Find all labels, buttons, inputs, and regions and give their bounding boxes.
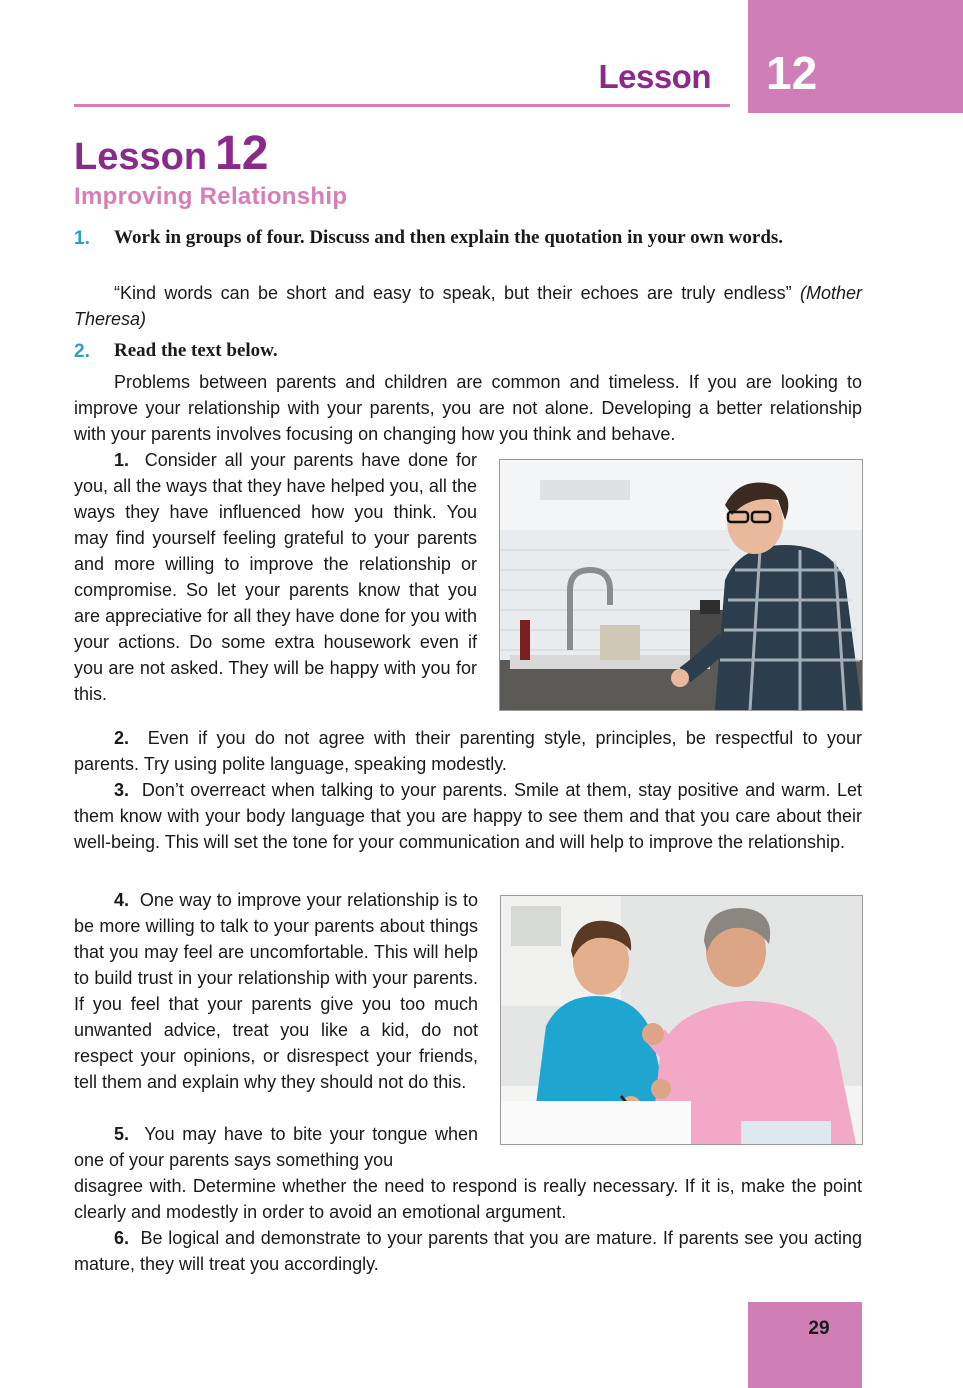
question-1-text: Work in groups of four. Discuss and then explain the quotation in your own words. xyxy=(114,227,784,248)
list-item xyxy=(74,725,862,777)
list-item-text: You may have to bite your tongue when one of your parents says something you xyxy=(74,1124,478,1170)
header-rule xyxy=(74,104,730,107)
intro-paragraph: Problems between parents and children are common and timeless. If you are looking to improve your relationship with your parents, you are not alone. Developing a better relationship with your parents involves focusing on changing how you think and behave. xyxy=(74,372,862,444)
quotation xyxy=(74,280,862,332)
question-1-number: 1. xyxy=(74,228,90,249)
list-item-text: Be logical and demonstrate to your parents that you are mature. If parents see you acting mature, they will treat you accordingly. xyxy=(74,1228,862,1274)
title-word: Lesson xyxy=(74,136,208,178)
header-lesson-number: 12 xyxy=(766,47,818,99)
list-item-number: 3. xyxy=(114,780,130,800)
list-item-number: 4. xyxy=(114,890,130,910)
photo-father-and-son-talking xyxy=(500,895,863,1145)
page-title xyxy=(74,126,268,181)
list-item-text: Even if you do not agree with their parenting style, principles, be respectful to your parents. Try using polite language, speaking modestly. xyxy=(74,728,862,774)
page-number: 29 xyxy=(808,1318,830,1339)
list-item-continuation: disagree with. Determine whether the need to respond is really necessary. If it is, make the point clearly and modestly in order to avoid an emotional argument. xyxy=(74,1176,862,1222)
list-item xyxy=(74,777,862,855)
list-item-number: 6. xyxy=(114,1228,130,1248)
page-subtitle: Improving Relationship xyxy=(74,183,348,210)
list-item-text: Consider all your parents have done for you, all the ways that they have helped you, all the ways they have influenced how you think. You may find yourself feeling grateful to your parents and more willing to improve the relationship or compromise. So let your parents know that you are appreciative for all they have done for you with your actions. Do some extra housework even if you are not asked. They will be happy with you for this. xyxy=(74,450,477,704)
page-number-box xyxy=(748,1302,862,1388)
list-item-text: Don’t overreact when talking to your parents. Smile at them, stay positive and warm. Let them know with your body language that you are happy to see them and that you care about their well-being. This will set the tone for your communication and will help to improve the relationship. xyxy=(74,780,862,852)
question-2-text: Read the text below. xyxy=(114,340,278,361)
photo-boy-washing-dishes xyxy=(499,459,863,711)
list-item-number: 5. xyxy=(114,1124,130,1144)
list-item-number: 1. xyxy=(114,450,130,470)
list-item-text: One way to improve your relationship is to be more willing to talk to your parents about things that you may feel are uncomfortable. This will help to build trust in your relationship with your parents. If you feel that your parents give you too much unwanted advice, treat you like a kid, do not respect your opinions, or disrespect your friends, tell them and explain why they should not do this. xyxy=(74,890,478,1092)
title-number: 12 xyxy=(215,127,269,180)
list-item xyxy=(74,1225,862,1277)
list-item xyxy=(74,1121,478,1173)
question-2-number: 2. xyxy=(74,341,90,362)
quote-text: “Kind words can be short and easy to speak, but their echoes are truly endless” xyxy=(114,283,792,303)
list-item-number: 2. xyxy=(114,728,130,748)
header-lesson-label: Lesson xyxy=(598,58,711,95)
quote-author: (Mother Theresa) xyxy=(74,283,862,329)
list-item xyxy=(74,447,477,707)
list-item xyxy=(74,887,478,1095)
